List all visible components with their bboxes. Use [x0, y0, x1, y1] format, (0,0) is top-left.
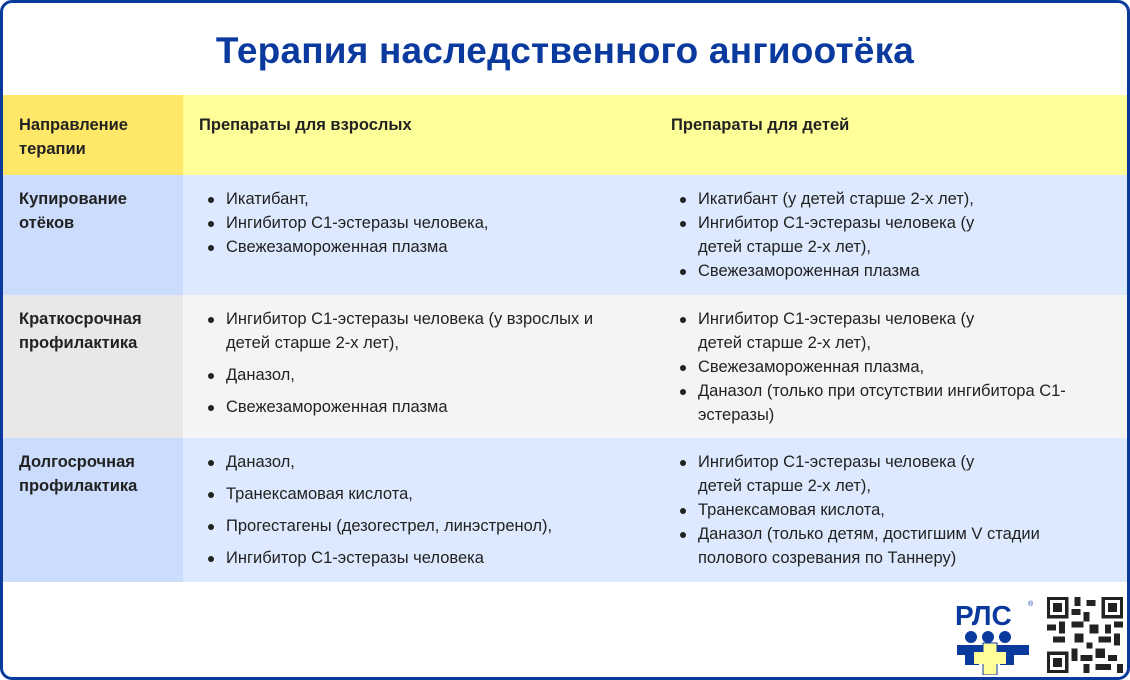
list-item: Даназол (только при отсутствии ингибитора С1-эстеразы) [671, 379, 1101, 427]
table-row [3, 295, 1127, 438]
header-children: Препараты для детей [655, 95, 1127, 175]
adults-list [199, 187, 639, 259]
list-item: Свежезамороженная плазма [671, 259, 1111, 283]
rls-logo [955, 597, 1035, 675]
list-item: Ингибитор С1-эстеразы человека (у взрослых и детей старше 2-х лет), [199, 307, 639, 355]
list-item: Прогестагены (дезогестрел, линэстренол), [199, 514, 639, 538]
header-adults: Препараты для взрослых [183, 95, 655, 175]
children-list [671, 307, 1111, 427]
svg-text:®: ® [1028, 601, 1034, 608]
list-item: Свежезамороженная плазма, [671, 355, 1111, 379]
children-list [671, 450, 1111, 570]
list-item: Ингибитор С1-эстеразы человека [199, 546, 639, 570]
svg-text:РЛС: РЛС [955, 600, 1012, 631]
list-item: Икатибант (у детей старше 2-х лет), [671, 187, 1111, 211]
table-row [3, 438, 1127, 582]
page-title: Терапия наследственного ангиоотёка [215, 30, 915, 71]
list-item: Даназол, [199, 450, 639, 474]
adults-list [199, 450, 639, 570]
row-direction: Купирование отёков [3, 175, 183, 295]
table-row [3, 175, 1127, 295]
qr-code [1046, 597, 1124, 673]
list-item: Транексамовая кислота, [199, 482, 639, 506]
adults-list [199, 307, 639, 419]
children-list [671, 187, 1111, 283]
list-item: Даназол, [199, 363, 639, 387]
list-item: Ингибитор С1-эстеразы человека (у детей старше 2-х лет), [671, 307, 1001, 355]
list-item: Транексамовая кислота, [671, 498, 1111, 522]
list-item: Свежезамороженная плазма [199, 395, 639, 419]
table-header-row [3, 95, 1127, 175]
list-item: Даназол (только детям, достигшим V стадии полового созревания по Таннеру) [671, 522, 1091, 570]
therapy-table [3, 95, 1127, 582]
header-direction: Направление терапии [3, 95, 183, 175]
list-item: Ингибитор С1-эстеразы человека (у детей старше 2-х лет), [671, 211, 1001, 259]
row-direction: Краткосрочная профилактика [3, 295, 183, 438]
list-item: Икатибант, [199, 187, 639, 211]
list-item: Свежезамороженная плазма [199, 235, 639, 259]
list-item: Ингибитор С1-эстеразы человека, [199, 211, 639, 235]
list-item: Ингибитор С1-эстеразы человека (у детей старше 2-х лет), [671, 450, 1001, 498]
row-direction: Долгосрочная профилактика [3, 438, 183, 582]
